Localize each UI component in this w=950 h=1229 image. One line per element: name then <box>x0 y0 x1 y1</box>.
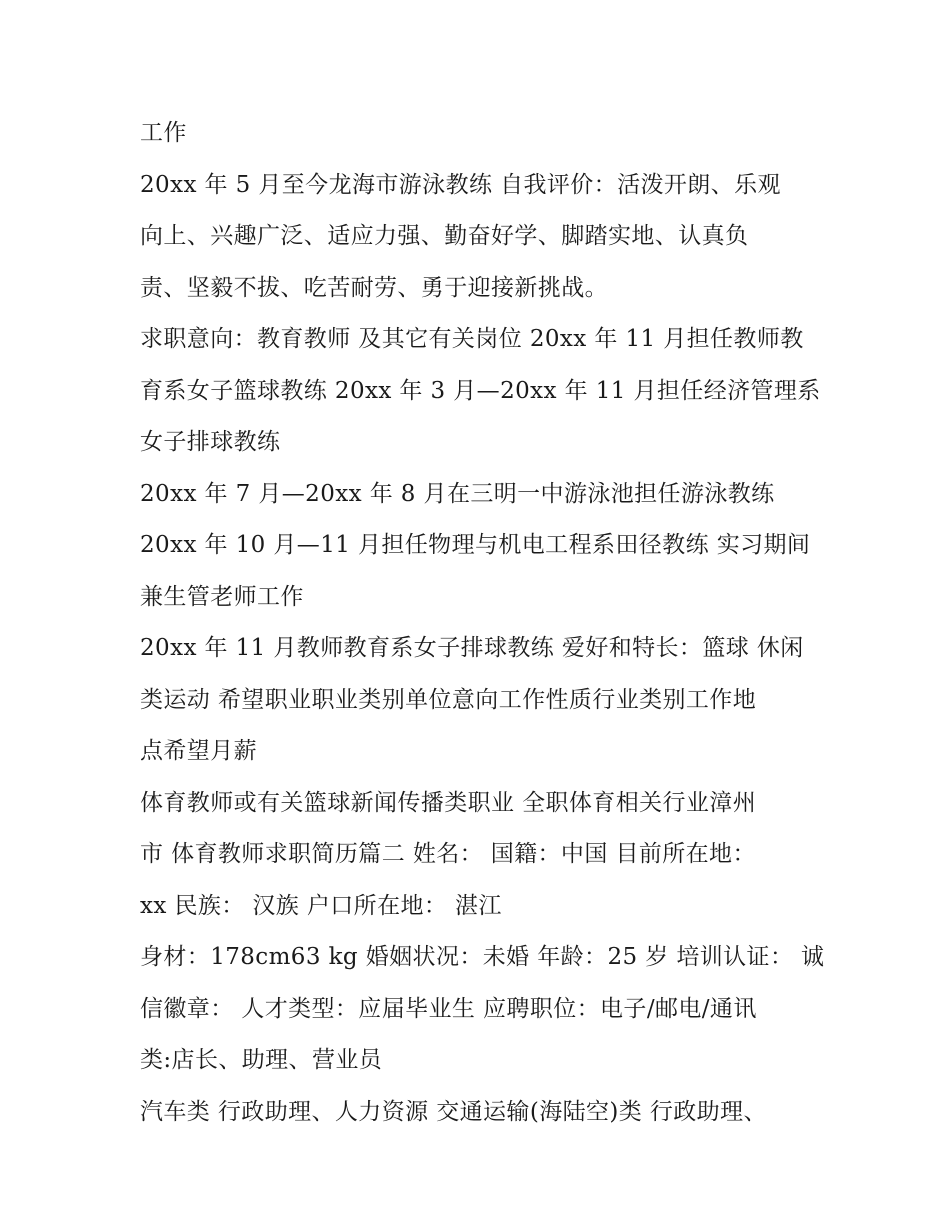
text-line: 体育教师或有关篮球新闻传播类职业 全职体育相关行业漳州 <box>140 789 757 816</box>
text-line: 20xx 年 10 月—11 月担任物理与机电工程系田径教练 实习期间 <box>140 532 811 558</box>
text-line: 20xx 年 5 月至今龙海市游泳教练 自我评价：活泼开朗、乐观 <box>140 171 781 198</box>
text-line: 责、坚毅不拔、吃苦耐劳、勇于迎接新挑战。 <box>140 274 608 301</box>
text-line: 求职意向：教育教师 及其它有关岗位 20xx 年 11 月担任教师教 <box>140 326 804 352</box>
text-line: 向上、兴趣广泛、适应力强、勤奋好学、脚踏实地、认真负 <box>140 223 749 249</box>
text-line: 点希望月薪 <box>140 738 257 764</box>
text-line: 类运动 希望职业职业类别单位意向工作性质行业类别工作地 <box>140 686 757 713</box>
document-body <box>140 108 825 1138</box>
text-line: 信徽章： 人才类型：应届毕业生 应聘职位：电子/邮电/通讯 <box>140 995 757 1022</box>
text-line: 兼生管老师工作 <box>140 583 304 610</box>
text-line: 女子排球教练 <box>140 429 281 455</box>
text-line: 类:店长、助理、营业员 <box>140 1047 383 1073</box>
text-line: 工作 <box>140 120 187 146</box>
text-line: 身材：178cm63 kg 婚姻状况：未婚 年龄：25 岁 培训认证： 诚 <box>140 944 825 970</box>
text-line: 市 体育教师求职简历篇二 姓名： 国籍：中国 目前所在地： <box>140 841 756 867</box>
text-line: 20xx 年 11 月教师教育系女子排球教练 爱好和特长：篮球 休闲 <box>140 635 804 661</box>
text-line: 汽车类 行政助理、人力资源 交通运输(海陆空)类 行政助理、 <box>140 1098 767 1125</box>
text-line: 育系女子篮球教练 20xx 年 3 月—20xx 年 11 月担任经济管理系 <box>140 377 821 404</box>
text-line: 20xx 年 7 月—20xx 年 8 月在三明一中游泳池担任游泳教练 <box>140 480 775 507</box>
text-line: xx 民族： 汉族 户口所在地： 湛江 <box>140 892 502 919</box>
